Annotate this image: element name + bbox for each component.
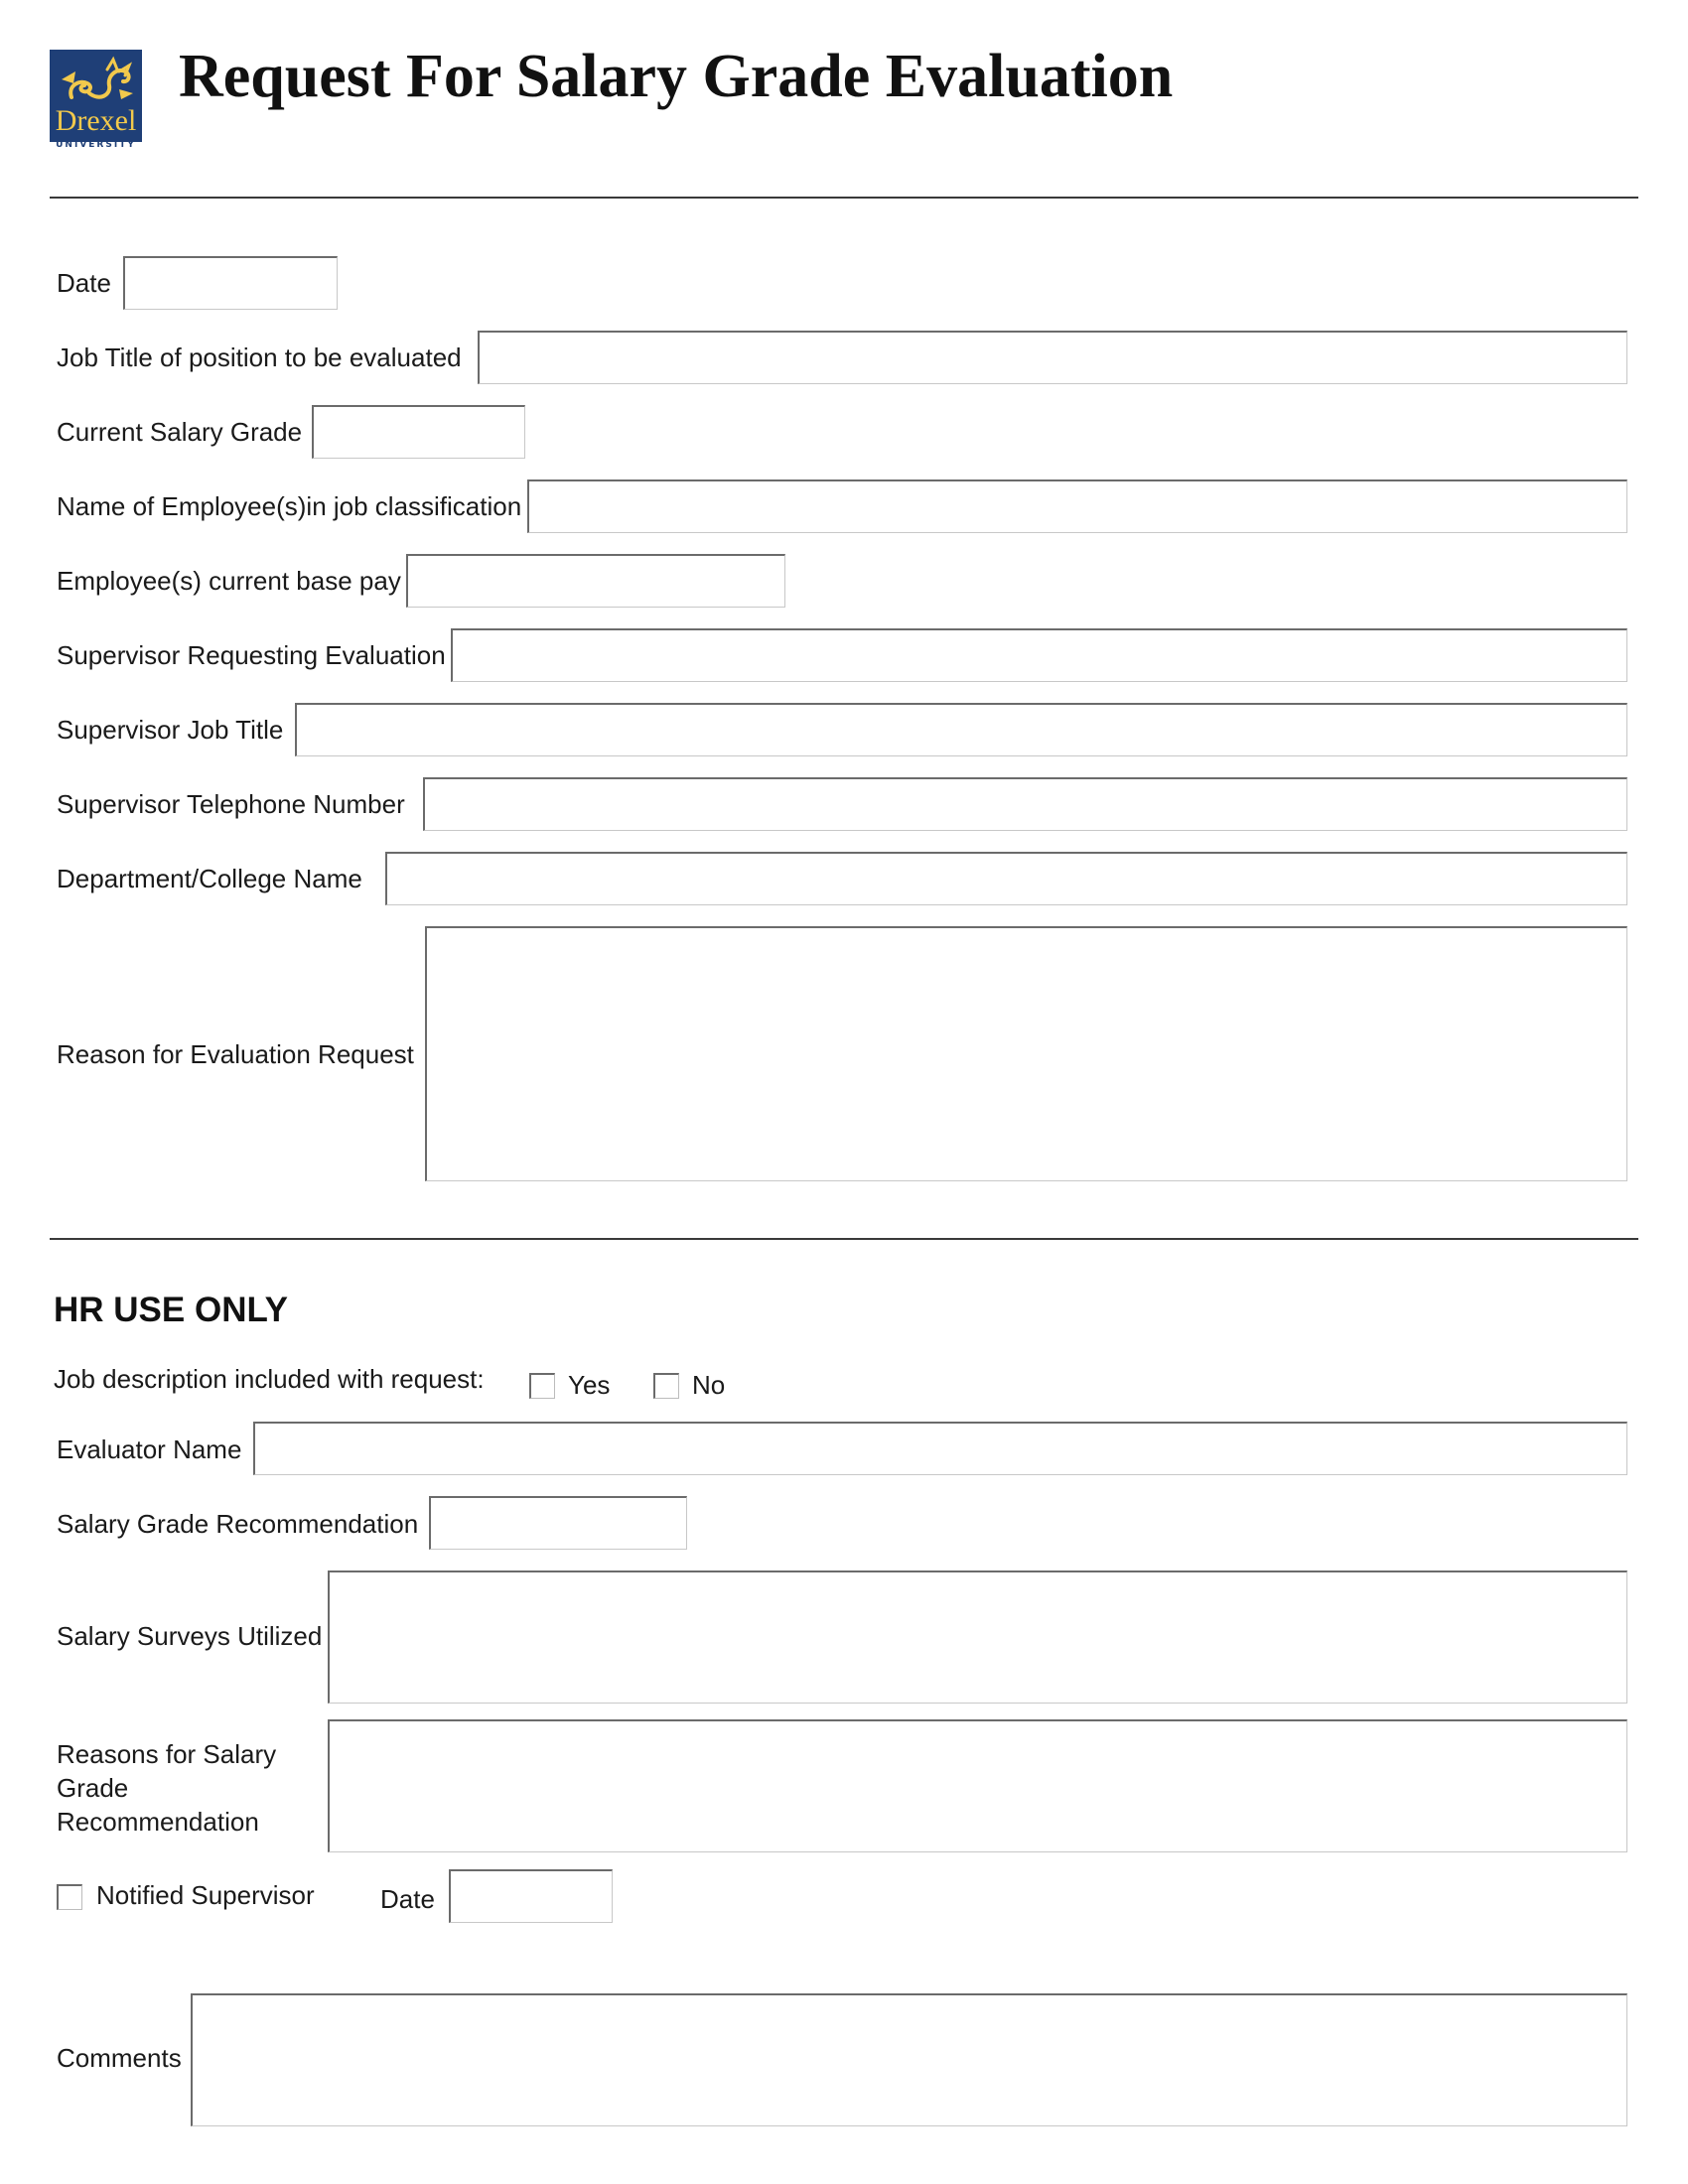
- job-title-field[interactable]: [478, 331, 1627, 384]
- yes-checkbox[interactable]: [529, 1373, 555, 1399]
- grade-rec-label: Salary Grade Recommendation: [57, 1509, 419, 1539]
- comments-label: Comments: [57, 2043, 182, 2073]
- reason-label: Reason for Evaluation Request: [57, 1039, 414, 1069]
- divider: [50, 197, 1638, 199]
- supervisor-field[interactable]: [451, 628, 1627, 682]
- reason-textarea[interactable]: [425, 926, 1627, 1181]
- department-label: Department/College Name: [57, 864, 362, 893]
- department-field[interactable]: [385, 852, 1627, 905]
- base-pay-field[interactable]: [406, 554, 785, 608]
- notified-date-field[interactable]: [449, 1869, 613, 1923]
- supervisor-label: Supervisor Requesting Evaluation: [57, 640, 446, 670]
- page-title: Request For Salary Grade Evaluation: [179, 43, 1174, 110]
- supervisor-title-label: Supervisor Job Title: [57, 715, 284, 745]
- surveys-textarea[interactable]: [328, 1570, 1627, 1704]
- supervisor-phone-label: Supervisor Telephone Number: [57, 789, 405, 819]
- reasons-label: Reasons for Salary Grade Recommendation: [57, 1739, 277, 1837]
- supervisor-phone-field[interactable]: [423, 777, 1627, 831]
- reasons-textarea[interactable]: [328, 1719, 1627, 1852]
- no-label: No: [692, 1370, 726, 1400]
- logo-wordmark: Drexel: [55, 104, 137, 137]
- yes-label: Yes: [568, 1370, 611, 1400]
- current-grade-field[interactable]: [312, 405, 525, 459]
- comments-textarea[interactable]: [191, 1993, 1627, 2126]
- notified-date-label: Date: [380, 1884, 435, 1914]
- job-desc-label: Job description included with request:: [54, 1364, 485, 1394]
- evaluator-field[interactable]: [253, 1422, 1627, 1475]
- logo-subtext: UNIVERSITY: [56, 140, 136, 150]
- evaluator-label: Evaluator Name: [57, 1434, 242, 1464]
- hr-section-heading: HR USE ONLY: [54, 1291, 288, 1329]
- notified-supervisor-checkbox[interactable]: [57, 1884, 82, 1910]
- drexel-logo: [50, 50, 142, 142]
- base-pay-label: Employee(s) current base pay: [57, 566, 401, 596]
- divider: [50, 1238, 1638, 1240]
- grade-rec-field[interactable]: [429, 1496, 687, 1550]
- notified-supervisor-label: Notified Supervisor: [96, 1880, 315, 1910]
- employee-names-label: Name of Employee(s)in job classification: [57, 491, 522, 521]
- no-checkbox[interactable]: [653, 1373, 679, 1399]
- current-grade-label: Current Salary Grade: [57, 417, 303, 447]
- date-label: Date: [57, 268, 111, 298]
- date-field[interactable]: [123, 256, 338, 310]
- employee-names-field[interactable]: [527, 479, 1627, 533]
- supervisor-title-field[interactable]: [295, 703, 1627, 756]
- surveys-label: Salary Surveys Utilized: [57, 1621, 323, 1651]
- job-title-label: Job Title of position to be evaluated: [57, 342, 462, 372]
